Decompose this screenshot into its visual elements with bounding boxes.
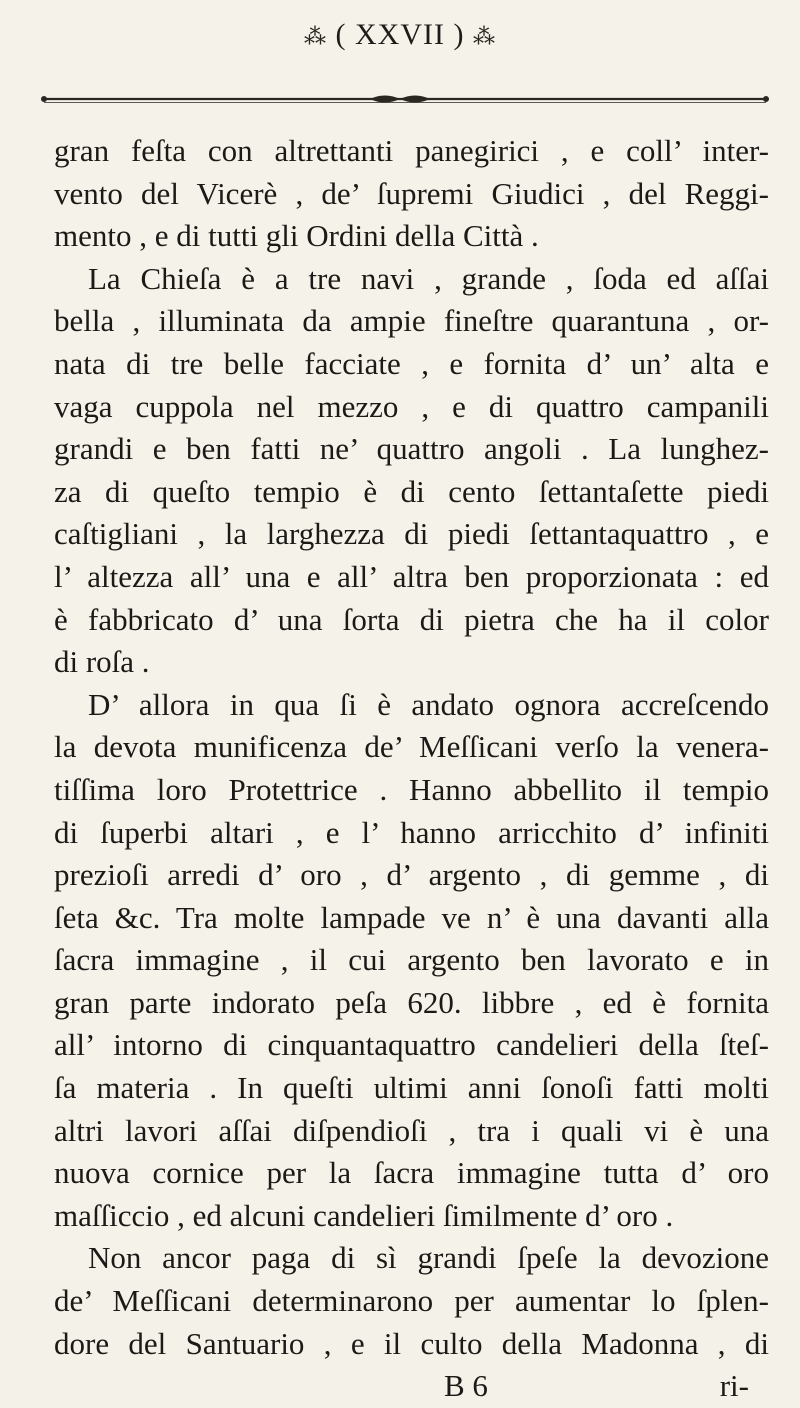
text-line: Non ancor paga di sì grandi ſpeſe la devozione <box>88 1240 769 1276</box>
text-line: mento , e di tutti gli Ordini della Città . <box>54 218 539 254</box>
text-line: vento del Vicerè , de’ ſupremi Giudici , del Reggi- <box>54 175 769 211</box>
text-line: de’ Meſſicani determinarono per aumentar lo ſplen- <box>54 1283 769 1319</box>
text-line: grandi e ben fatti ne’ quattro angoli . La lunghez- <box>54 431 769 467</box>
page-header <box>0 18 800 52</box>
running-title: ( XXVII ) <box>335 18 465 51</box>
text-line: bella , illuminata da ampie fineſtre quarantuna , or- <box>54 303 769 339</box>
catchword: ri- <box>719 1368 749 1404</box>
text-line: ſeta &c. Tra molte lampade ve n’ è una davanti alla <box>54 899 769 935</box>
text-line: l’ altezza all’ una e all’ altra ben proporzionata : ed <box>54 558 769 594</box>
text-line: ſacra immagine , il cui argento ben lavorato e in <box>54 942 769 978</box>
text-line: prezioſi arredi d’ oro , d’ argento , di gemme , di <box>54 857 769 893</box>
body-text <box>54 130 769 1408</box>
header-rule <box>40 92 770 106</box>
page-footer <box>54 1365 769 1408</box>
text-line: za di queſto tempio è di cento ſettantaſette piedi <box>54 473 769 509</box>
text-line: La Chieſa è a tre navi , grande , ſoda ed aſſai <box>88 260 769 296</box>
text-line: gran parte indorato peſa 620. libbre , ed è fornita <box>54 984 769 1020</box>
text-line: è fabbricato d’ una ſorta di pietra che ha il color <box>54 601 769 637</box>
text-line: D’ allora in qua ſi è andato ognora accreſcendo <box>88 686 769 722</box>
text-line: dore del Santuario , e il culto della Madonna , di <box>54 1325 769 1361</box>
text-line: vaga cuppola nel mezzo , e di quattro campanili <box>54 388 769 424</box>
text-line: caſtigliani , la larghezza di piedi ſettantaquattro , e <box>54 516 769 552</box>
text-line: tiſſima loro Protettrice . Hanno abbellito il tempio <box>54 771 769 807</box>
text-line: ſa materia . In queſti ultimi anni ſonoſi fatti molti <box>54 1070 769 1106</box>
text-line: nata di tre belle facciate , e fornita d’ un’ alta e <box>54 345 769 381</box>
text-line: altri lavori aſſai diſpendioſi , tra i quali vi è una <box>54 1112 769 1148</box>
text-line: nuova cornice per la ſacra immagine tutta d’ oro <box>54 1155 769 1191</box>
text-line: la devota munificenza de’ Meſſicani verſo la venera- <box>54 729 769 765</box>
text-line: maſſiccio , ed alcuni candelieri ſimilmente d’ oro . <box>54 1197 674 1233</box>
right-ornament-icon: ⁂ <box>472 24 496 50</box>
left-ornament-icon: ⁂ <box>304 24 328 50</box>
text-line: di ſuperbi altari , e l’ hanno arricchito d’ infiniti <box>54 814 769 850</box>
text-line: all’ intorno di cinquantaquattro candelieri della ſteſ- <box>54 1027 769 1063</box>
text-line: di roſa . <box>54 644 150 680</box>
signature-mark: B 6 <box>444 1368 488 1404</box>
text-line: gran feſta con altrettanti panegirici , e coll’ inter- <box>54 133 769 168</box>
